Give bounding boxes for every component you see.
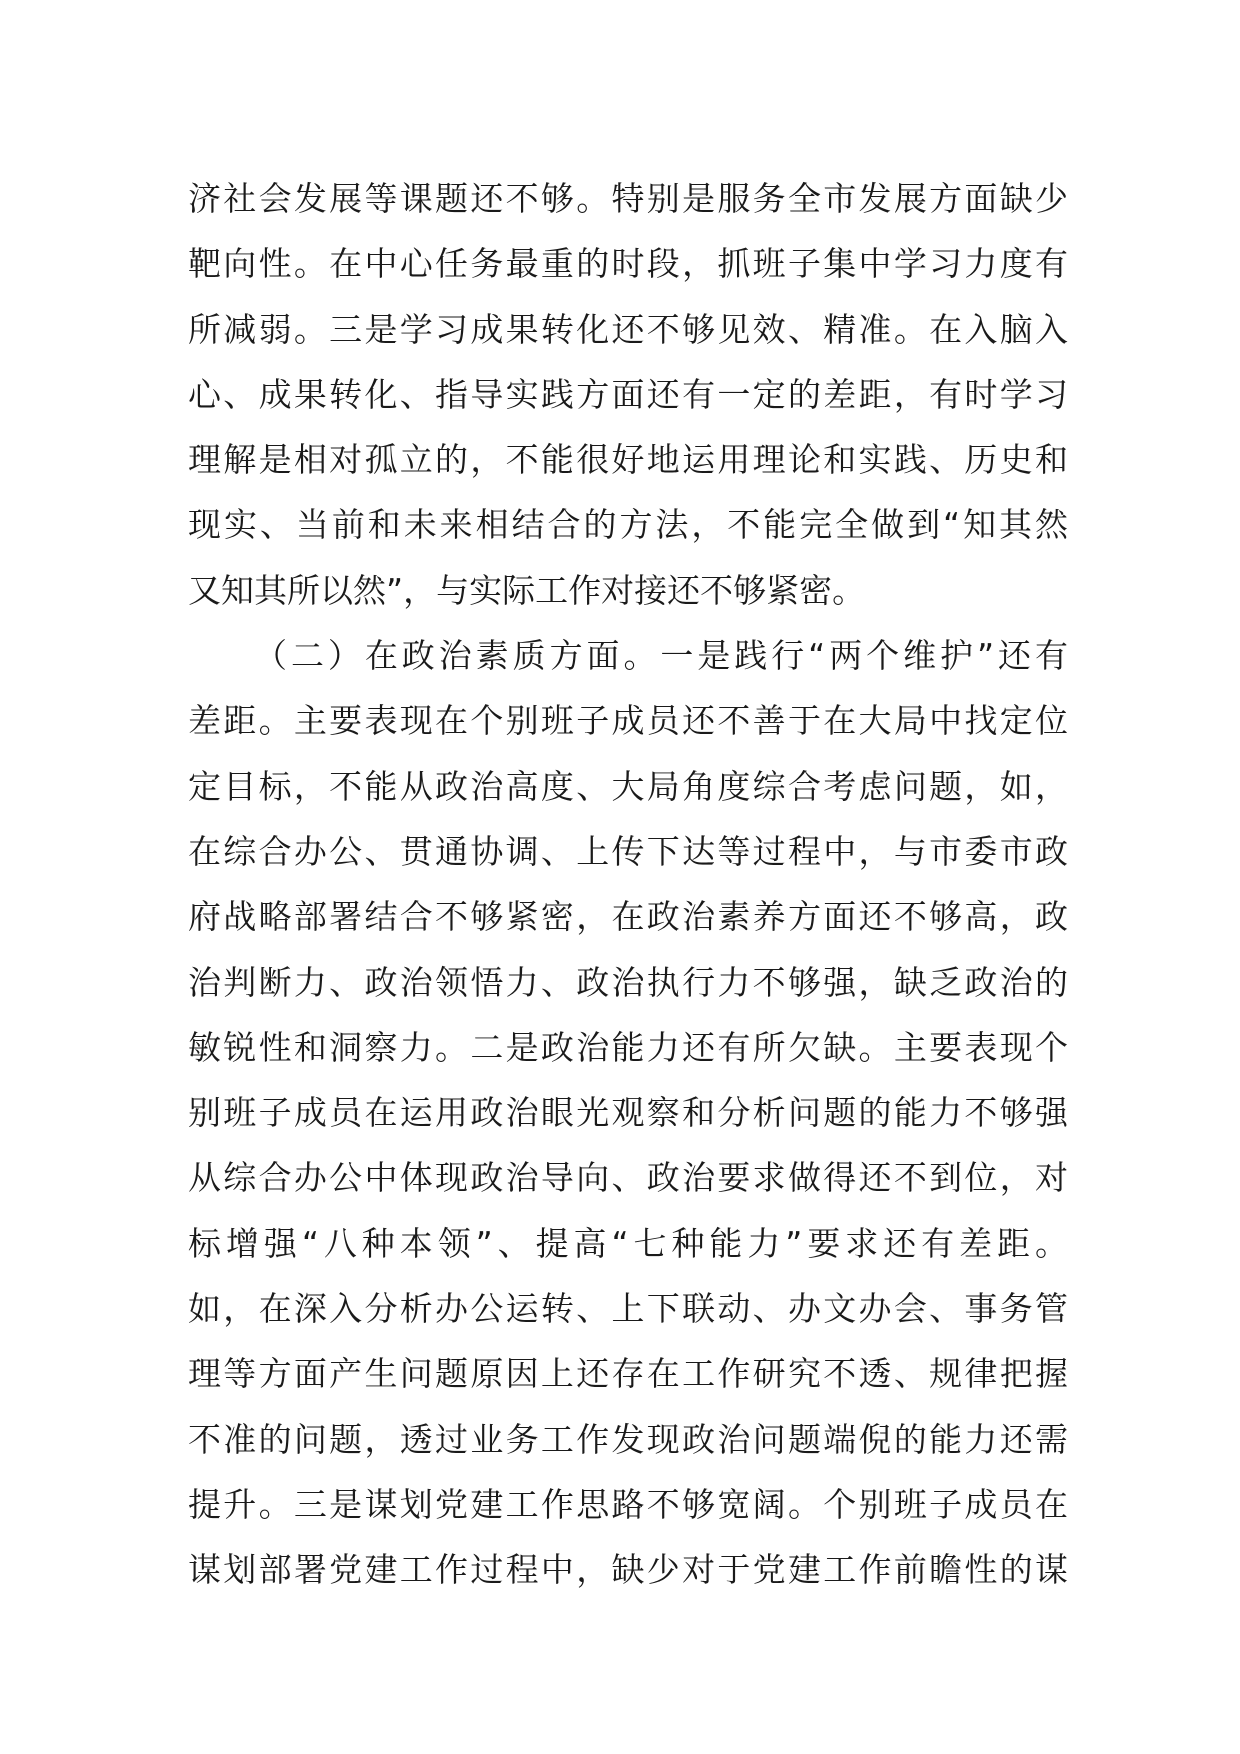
text-line: 现实、当前和未来相结合的方法，不能完全做到“知其然 [188,505,1068,545]
text-line: 标增强“八种本领”、提高“七种能力”要求还有差距。 [188,1223,1068,1263]
text-line: 理解是相对孤立的，不能很好地运用理论和实践、历史和 [188,440,1068,480]
text-line: 敏锐性和洞察力。二是政治能力还有所欠缺。主要表现个 [188,1027,1068,1067]
text-line: 在综合办公、贯通协调、上传下达等过程中，与市委市政 [188,831,1068,871]
text-line: （二）在政治素质方面。一是践行“两个维护”还有 [254,636,1068,676]
text-line: 治判断力、政治领悟力、政治执行力不够强，缺乏政治的 [188,962,1068,1002]
text-line: 如，在深入分析办公运转、上下联动、办文办会、事务管 [188,1289,1068,1329]
text-line: 差距。主要表现在个别班子成员还不善于在大局中找定位 [188,701,1068,741]
text-line: 所减弱。三是学习成果转化还不够见效、精准。在入脑入 [188,309,1068,349]
text-line: 不准的问题，透过业务工作发现政治问题端倪的能力还需 [188,1419,1068,1459]
text-line: 从综合办公中体现政治导向、政治要求做得还不到位，对 [188,1158,1068,1198]
text-line: 又知其所以然”，与实际工作对接还不够紧密。 [188,570,866,610]
text-line: 济社会发展等课题还不够。特别是服务全市发展方面缺少 [188,179,1068,218]
body-text [188,166,1068,1603]
text-line: 定目标，不能从政治高度、大局角度综合考虑问题，如， [188,766,1068,806]
text-line: 靶向性。在中心任务最重的时段，抓班子集中学习力度有 [188,244,1068,284]
text-line: 心、成果转化、指导实践方面还有一定的差距，有时学习 [188,374,1068,414]
text-line: 提升。三是谋划党建工作思路不够宽阔。个别班子成员在 [188,1484,1068,1524]
text-line: 理等方面产生问题原因上还存在工作研究不透、规律把握 [188,1354,1068,1394]
text-line: 府战略部署结合不够紧密，在政治素养方面还不够高，政 [188,897,1068,937]
text-line: 别班子成员在运用政治眼光观察和分析问题的能力不够强 [188,1093,1068,1133]
text-line: 谋划部署党建工作过程中，缺少对于党建工作前瞻性的谋 [188,1550,1068,1590]
